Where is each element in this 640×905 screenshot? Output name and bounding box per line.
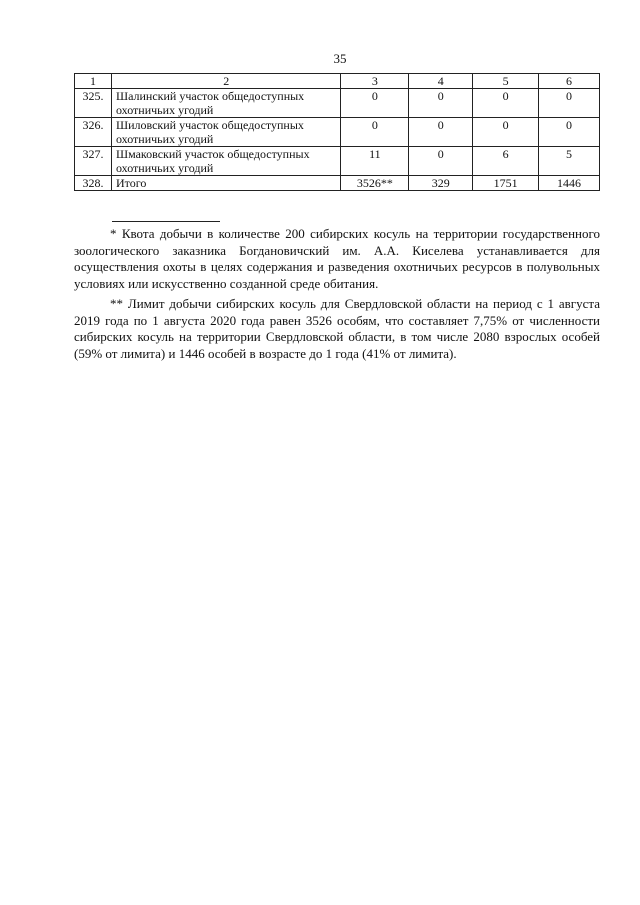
table-row <box>75 147 600 176</box>
cell-col4: 0 <box>409 89 473 118</box>
cell-col6: 5 <box>539 147 600 176</box>
column-header: 1 <box>75 74 112 89</box>
row-number: 325. <box>75 89 112 118</box>
cell-col4: 0 <box>409 118 473 147</box>
cell-col6: 1446 <box>539 176 600 191</box>
footnote-divider <box>112 221 220 222</box>
area-name: Шиловский участок общедоступных охотничьих угодий <box>111 118 340 147</box>
table-header-row <box>75 74 600 89</box>
footnotes <box>74 226 600 366</box>
area-name: Шмаковский участок общедоступных охотничьих угодий <box>111 147 340 176</box>
row-number: 328. <box>75 176 112 191</box>
column-header: 6 <box>539 74 600 89</box>
row-number: 326. <box>75 118 112 147</box>
column-header: 4 <box>409 74 473 89</box>
cell-col5: 6 <box>473 147 539 176</box>
footnote-quota: * Квота добычи в количестве 200 сибирских косуль на территории государственного зоологического заказника Богдановичский им. А.А. Киселева устанавливается для осуществления охоты в целях содержания и разведения охотничьих ресурсов в полувольных условиях или искусственно созданной среде обитания. <box>74 226 600 291</box>
column-header: 2 <box>111 74 340 89</box>
column-header: 5 <box>473 74 539 89</box>
cell-col5: 1751 <box>473 176 539 191</box>
table-row <box>75 89 600 118</box>
row-number: 327. <box>75 147 112 176</box>
cell-col4: 0 <box>409 147 473 176</box>
cell-col3: 0 <box>341 118 409 147</box>
cell-col6: 0 <box>539 118 600 147</box>
area-name: Шалинский участок общедоступных охотничьих угодий <box>111 89 340 118</box>
cell-col5: 0 <box>473 89 539 118</box>
cell-col3: 0 <box>341 89 409 118</box>
column-header: 3 <box>341 74 409 89</box>
table-total-row <box>75 176 600 191</box>
page-number: 35 <box>333 51 347 66</box>
footnote-limit: ** Лимит добычи сибирских косуль для Свердловской области на период с 1 августа 2019 года по 1 августа 2020 года равен 3526 особям, что составляет 7,75% от численности сибирских косуль на территории Свердловской области, в том числе 2080 взрослых особей (59% от лимита) и 1446 особей в возрасте до 1 года (41% от лимита). <box>74 296 600 361</box>
total-label: Итого <box>111 176 340 191</box>
cell-col3: 3526** <box>341 176 409 191</box>
cell-col5: 0 <box>473 118 539 147</box>
table-row <box>75 118 600 147</box>
cell-col4: 329 <box>409 176 473 191</box>
quota-table <box>74 73 600 191</box>
cell-col6: 0 <box>539 89 600 118</box>
cell-col3: 11 <box>341 147 409 176</box>
